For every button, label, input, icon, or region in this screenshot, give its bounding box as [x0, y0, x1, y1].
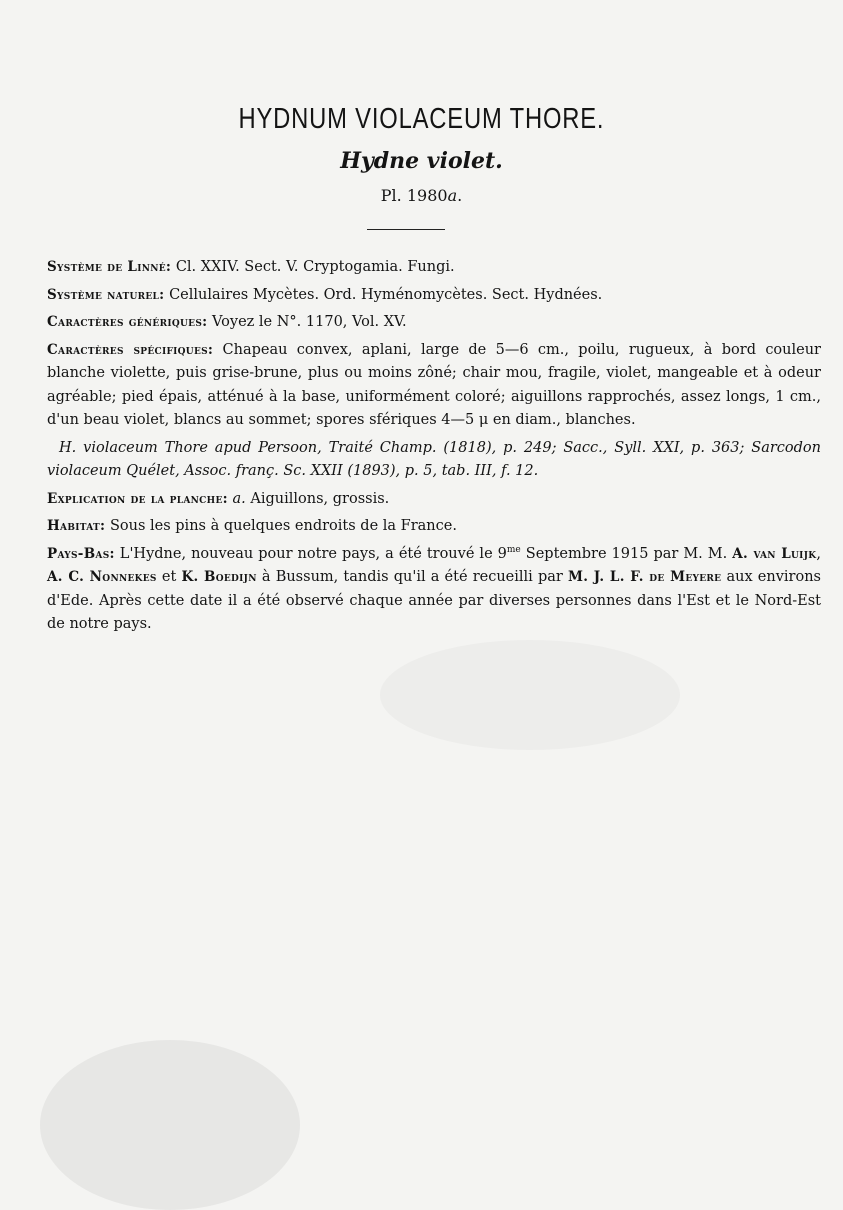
- entry-linne: Système de Linné: Cl. XXIV. Sect. V. Cryptogamia. Fungi.: [47, 259, 455, 275]
- collector-name: A. van Luijk: [732, 545, 817, 562]
- entry-specifiques: Caractères spécifiques: Chapeau convex, aplani, large de 5—6 cm., poilu, rugueux, à bord couleur blanche violette, puis grise-brune, plus ou moins zôné; chair mou, fragile, violet, mangeable et à odeur agréable; pied épais, atténué à la base, uniformément coloré; aiguillons rapprochés, assez longs, 1 cm., d'un beau violet, blancs au sommet; spores sfériques 4—5 μ en diam., blanches.: [47, 341, 821, 428]
- collector-name: K. Boedijn: [181, 569, 257, 585]
- entry-pays-bas: Pays-Bas: L'Hydne, nouveau pour notre pays, a été trouvé le $9^{me}$ Septembre 1915 par M. M. A. van Luijk, A. C. Nonnekes et K. Boedijn à Bussum, tandis qu'il a été recueilli par M. J. L. F. de Meyere aux environs d'Ede. Après cette date il a été observé chaque année par diverses personnes dans l'Est et le Nord-Est de notre pays.: [47, 544, 821, 632]
- entry-synonymy: H. violaceum Thore apud Persoon, Traité Champ. (1818), p. 249; Sacc., Syll. XXI, p. 363; Sarcodon violaceum Quélet, Assoc. franç. Sc. XXII (1893), p. 5, tab. III, f. 12.: [47, 439, 821, 479]
- title-divider: [367, 229, 445, 230]
- entry-explication: Explication de la planche: a. Aiguillons, grossis.: [47, 490, 390, 507]
- collector-name: A. C. Nonnekes: [47, 569, 157, 585]
- entry-habitat: Habitat: Sous les pins à quelques endroits de la France.: [47, 518, 457, 534]
- plate-number: Pl. 1980a.: [380, 186, 463, 205]
- entry-generiques: Caractères génériques: Voyez le N°. 1170, Vol. XV.: [47, 314, 407, 330]
- collector-name: M. J. L. F. de Meyere: [567, 569, 722, 585]
- paper-stain: [40, 1040, 300, 1210]
- paper-stain: [380, 640, 680, 750]
- species-title: HYDNUM VIOLACEUM THORE.: [238, 103, 605, 135]
- common-name: Hydne violet.: [340, 148, 503, 174]
- entry-naturel: Système naturel: Cellulaires Mycètes. Ord. Hyménomycètes. Sect. Hydnées.: [47, 286, 603, 303]
- description-body: [47, 256, 821, 641]
